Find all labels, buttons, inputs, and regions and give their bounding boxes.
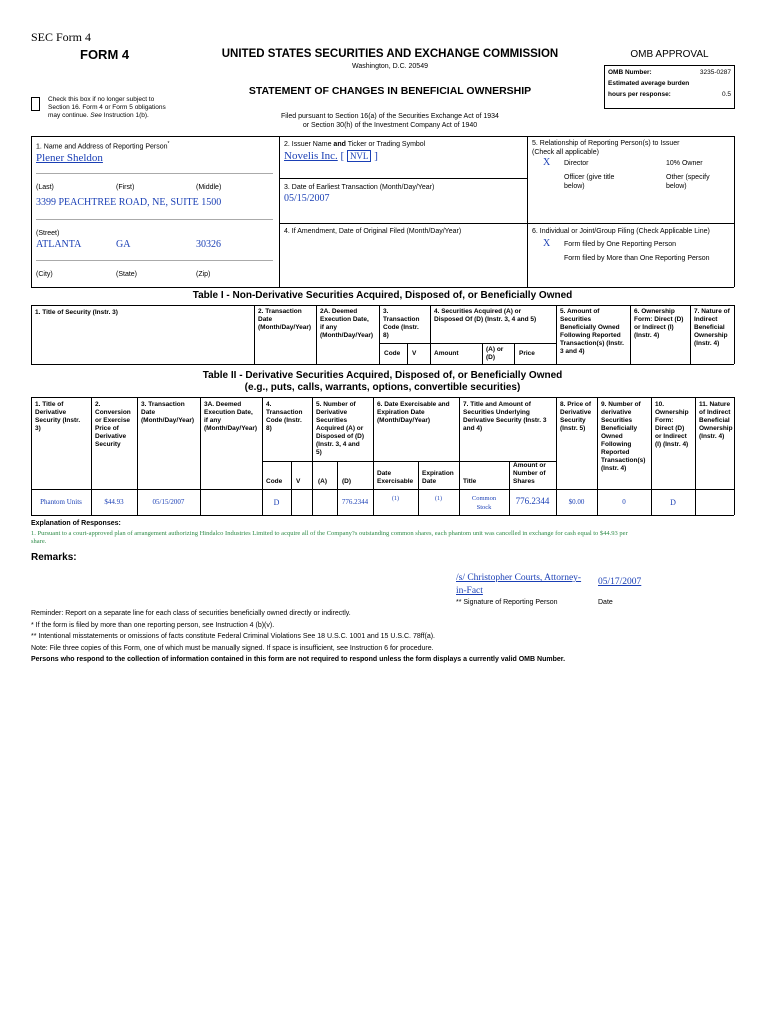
omb-hours-value: 0.5: [721, 91, 731, 98]
explanation-label: Explanation of Responses:: [31, 520, 121, 527]
t2-h5: 5. Number of Derivative Securities Acquired (A) or Disposed of (D) (Instr. 3, 4 and 5): [316, 401, 365, 456]
one-person-mark[interactable]: X: [543, 238, 551, 249]
t1-sub-v: V: [412, 350, 417, 357]
middle-caption: (Middle): [196, 184, 222, 191]
t2-sub-d: (D): [342, 478, 352, 485]
street-value: 3399 PEACHTREE ROAD, NE, SUITE 1500: [36, 197, 222, 208]
t2-row-date: 05/15/2007: [152, 498, 185, 506]
misstatement-line: ** Intentional misstatements or omissions of facts constitute Federal Criminal Violations See 18 U.S.C. 1001 and 15 U.S.C. 78ff(a).: [31, 633, 435, 640]
t2-row-form: D: [670, 498, 676, 507]
omb-number-value: 3235-0287: [699, 69, 731, 76]
earliest-transaction-date: 05/15/2007: [284, 193, 330, 204]
explanation-note: 1. Pursuant to a court-approved plan of arrangement authorizing Hindalco Industries Limited to acquire all of the Company?s outstanding common shares, each phantom unit was cancelled in exchange for cash equal to $44.93 per share.: [31, 530, 628, 545]
signature[interactable]: /s/ Christopher Courts, Attorney- in-Fact: [456, 573, 582, 596]
t2-row-owned: 0: [622, 498, 626, 506]
first-caption: (First): [116, 184, 135, 191]
box3-label: 3. Date of Earliest Transaction (Month/Day/Year): [284, 184, 435, 191]
box5-label: 5. Relationship of Reporting Person(s) to Issuer (Check all applicable): [532, 140, 680, 156]
t1-h7: 7. Nature of Indirect Beneficial Ownership (Instr. 4): [694, 308, 730, 347]
t2-h11: 11. Nature of Indirect Beneficial Ownership (Instr. 4): [699, 401, 733, 440]
document-title: SEC Form 4: [31, 30, 92, 44]
t1-h2: 2. Transaction Date (Month/Day/Year): [258, 308, 312, 331]
table1-title: Table I - Non-Derivative Securities Acquired, Disposed of, or Beneficially Owned: [192, 290, 573, 301]
t2-row-conversion: $44.93: [104, 498, 124, 506]
t2-h1: 1. Title of Derivative Security (Instr. 3): [35, 401, 81, 432]
form-label: FORM 4: [80, 47, 130, 62]
state-caption: (State): [116, 271, 138, 278]
t1-sub-amount: Amount: [434, 350, 459, 357]
t2-sub-date-exercisable: Date Exercisable: [377, 470, 414, 485]
multiple-filer-line: * If the form is filed by more than one reporting person, see Instruction 4 (b)(v).: [31, 621, 275, 629]
ten-pct-owner-label: 10% Owner: [666, 160, 703, 167]
issuer-line: Novelis Inc. [ NVL ]: [284, 150, 378, 162]
reminder-line: Reminder: Report on a separate line for each class of securities beneficially owned directly or indirectly.: [31, 610, 351, 617]
filed-pursuant: Filed pursuant to Section 16(a) of the Securities Exchange Act of 1934 or Section 30(h) of the Investment Company Act of 1940: [281, 113, 499, 129]
more-persons-label: Form filed by More than One Reporting Person: [564, 255, 710, 262]
agency-name: UNITED STATES SECURITIES AND EXCHANGE COMMISSION: [221, 48, 559, 60]
no-longer-subject-checkbox[interactable]: [31, 97, 40, 111]
city-value: ATLANTA: [36, 239, 82, 250]
box4-label: 4. If Amendment, Date of Original Filed (Month/Day/Year): [284, 228, 462, 235]
officer-label: Officer (give title below): [564, 174, 615, 190]
t2-row-expiration: (1): [435, 496, 442, 502]
one-person-label: Form filed by One Reporting Person: [564, 241, 677, 248]
date-caption: Date: [598, 599, 613, 606]
agency-location: Washington, D.C. 20549: [351, 63, 428, 70]
t1-h5: 5. Amount of Securities Beneficially Owned Following Reported Transaction(s) (Instr. 3 and 4): [560, 308, 624, 355]
t1-h4: 4. Securities Acquired (A) or Disposed Of (D) (Instr. 3, 4 and 5): [434, 308, 537, 323]
box1-label: 1. Name and Address of Reporting Person*: [36, 141, 170, 151]
t1-sub-code: Code: [384, 350, 401, 357]
signature-date: 05/17/2007: [598, 577, 642, 587]
city-caption: (City): [36, 271, 53, 278]
t2-row-underlying: Common Stock: [471, 495, 497, 511]
t2-h6: 6. Date Exercisable and Expiration Date (Month/Day/Year): [377, 401, 450, 424]
t2-sub-expiration: Expiration Date: [422, 470, 454, 485]
t2-row-code: D: [273, 498, 280, 507]
t2-sub-code: Code: [266, 478, 283, 485]
t2-h10: 10. Ownership Form: Direct (D) or Indirect (I) (Instr. 4): [655, 401, 689, 448]
t1-h6: 6. Ownership Form: Direct (D) or Indirect (I) (Instr. 4): [634, 308, 684, 339]
reporting-person-name[interactable]: Plener Sheldon: [36, 152, 103, 164]
t2-h2: 2. Conversion or Exercise Price of Derivative Security: [95, 401, 131, 448]
box6-label: 6. Individual or Joint/Group Filing (Check Applicable Line): [532, 228, 710, 235]
director-mark[interactable]: X: [543, 157, 551, 168]
omb-approval-box: [604, 46, 735, 108]
t2-sub-title: Title: [463, 478, 477, 485]
t2-row-disposed: 776.2344: [341, 498, 369, 506]
other-label: Other (specify below): [666, 174, 710, 190]
t2-row-price: $0.00: [568, 498, 585, 506]
omb-burden-label: Estimated average burden: [608, 80, 690, 87]
t2-sub-a: (A): [318, 478, 328, 485]
t1-sub-aord: (A) or (D): [486, 346, 504, 361]
remarks-label: Remarks:: [31, 552, 77, 563]
issuer-name[interactable]: Novelis Inc.: [284, 150, 338, 162]
omb-hours-label: hours per response:: [608, 91, 671, 98]
t2-h3: 3. Transaction Date (Month/Day/Year): [141, 401, 195, 424]
signature-caption: ** Signature of Reporting Person: [456, 599, 558, 606]
omb-number-label: OMB Number:: [608, 69, 652, 76]
copies-line: Note: File three copies of this Form, one of which must be manually signed. If space is insufficient, see Instruction 6 for procedure.: [31, 644, 434, 652]
t2-row-date-exercisable: (1): [392, 496, 399, 502]
street-caption: (Street): [36, 230, 60, 237]
ticker-symbol: NVL: [347, 150, 372, 162]
zip-caption: (Zip): [196, 271, 211, 278]
director-label: Director: [564, 160, 589, 167]
t1-h3: 3. Transaction Code (Instr. 8): [383, 308, 420, 339]
last-caption: (Last): [36, 184, 54, 191]
t2-h9: 9. Number of derivative Securities Beneficially Owned Following Reported Transaction(s) (Instr. 4): [601, 401, 646, 472]
t1-h2a: 2A. Deemed Execution Date, if any (Month/Day/Year): [320, 308, 374, 339]
state-value: GA: [116, 239, 131, 250]
omb-title: OMB APPROVAL: [630, 49, 709, 60]
t2-sub-v: V: [296, 478, 301, 485]
table2-title: Table II - Derivative Securities Acquired, Disposed of, or Beneficially Owned (e.g., puts, calls, warrants, options, convertible securities): [202, 370, 563, 393]
t2-sub-amount: Amount or Number of Shares: [513, 462, 546, 485]
omb-notice-line: Persons who respond to the collection of information contained in this form are not required to respond unless the form displays a currently valid OMB Number.: [31, 656, 566, 663]
t2-h4: 4. Transaction Code (Instr. 8): [266, 401, 303, 432]
box2-label: 2. Issuer Name and Ticker or Trading Symbol: [284, 141, 426, 148]
zip-value: 30326: [196, 239, 221, 250]
t2-h3a: 3A. Deemed Execution Date, if any (Month/Day/Year): [204, 401, 258, 432]
statement-title: STATEMENT OF CHANGES IN BENEFICIAL OWNERSHIP: [248, 85, 532, 97]
t2-h8: 8. Price of Derivative Security (Instr. 5): [560, 401, 592, 432]
checkbox-instruction: Check this box if no longer subject to Section 16. Form 4 or Form 5 obligations may continue. See Instruction 1(b).: [48, 96, 166, 119]
t1-sub-price: Price: [519, 350, 535, 357]
t2-h7: 7. Title and Amount of Securities Underlying Derivative Security (Instr. 3 and 4): [463, 401, 547, 432]
footer-notes: [31, 608, 734, 666]
t1-h1: 1. Title of Security (Instr. 3): [35, 309, 118, 316]
t2-row-title: Phantom Units: [40, 498, 82, 506]
t2-row-amount: 776.2344: [515, 496, 550, 506]
